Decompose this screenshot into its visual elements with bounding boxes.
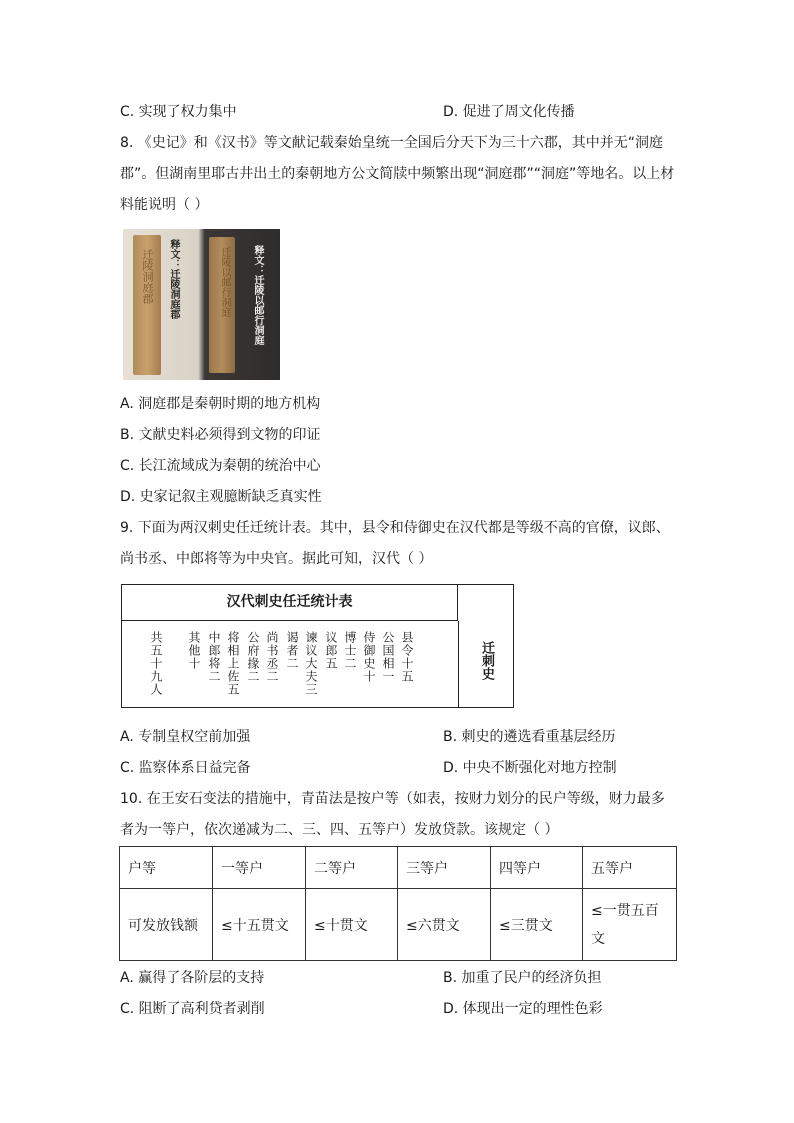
col-yezhe: 谒者二: [285, 631, 299, 670]
q10-option-a: A. 赢得了各阶层的支持: [120, 970, 265, 986]
header-cell: 三等户: [398, 847, 491, 889]
q9-stem-line1: 9. 下面为两汉刺史任迁统计表。其中，县令和侍御史在汉代都是等级不高的官僚，议郎、: [120, 520, 670, 536]
q8-option-d: D. 史家记叙主观臆断缺乏真实性: [120, 489, 322, 505]
q9-option-c: C. 监察体系日益完备: [120, 760, 251, 776]
q7-option-c: C. 实现了权力集中: [120, 104, 237, 120]
qingmiao-table: [119, 846, 677, 961]
table-header-row: [120, 847, 677, 889]
table-cell: 可发放钱额: [120, 889, 213, 961]
slip1-ink: 迁陵洞庭郡: [141, 249, 154, 304]
q8-stem-line1: 8. 《史记》和《汉书》等文献记载秦始皇统一全国后分天下为三十六郡，其中并无“洞庭: [120, 135, 664, 151]
slip2-ink: 迁陵以邮行洞庭: [219, 247, 230, 317]
q10-option-c: C. 阻断了高利贷者剥削: [120, 1001, 265, 1017]
col-shangshucheng: 尚书丞二: [265, 631, 279, 683]
col-xianling: 县令十五: [400, 631, 414, 683]
col-yilang: 议郎五: [324, 631, 338, 670]
q10-stem-line1: 10. 在王安石变法的措施中，青苗法是按户等（如表，按财力划分的民户等级，财力最多: [120, 791, 665, 807]
q8-option-b: B. 文献史料必须得到文物的印证: [120, 427, 321, 443]
q7-option-d: D. 促进了周文化传播: [443, 104, 575, 120]
header-cell: 二等户: [306, 847, 398, 889]
q8-stem-line2: 郡”。但湖南里耶古井出土的秦朝地方公文简牍中频繁出现“洞庭郡”“洞庭”等地名。以上材: [120, 166, 675, 182]
q10-option-b: B. 加重了民户的经济负担: [443, 970, 602, 986]
q9-option-a: A. 专制皇权空前加强: [120, 729, 251, 745]
table-cell: ≤十贯文: [306, 889, 398, 961]
col-boshi: 博士二: [343, 631, 357, 670]
q8-option-c: C. 长江流域成为秦朝的统治中心: [120, 458, 321, 474]
q8-stem-line3: 料能说明（ ）: [120, 197, 209, 213]
bamboo-slip-2: [209, 237, 235, 373]
q10-option-d: D. 体现出一定的理性色彩: [443, 1001, 603, 1017]
table-row: [120, 889, 677, 961]
official-stats-table-title: 汉代刺史任迁统计表: [122, 585, 458, 621]
col-zhonglangjiang: 中郎将二: [207, 631, 221, 683]
col-other: 其他十: [187, 631, 201, 670]
col-gongguoxiang: 公国相一: [381, 631, 395, 683]
table-cell: ≤十五贯文: [213, 889, 306, 961]
q8-option-a: A. 洞庭郡是秦朝时期的地方机构: [120, 396, 321, 412]
col-total: 共五十九人: [149, 631, 163, 696]
official-stats-table: [121, 584, 514, 708]
header-cell: 五等户: [583, 847, 677, 889]
slip2-caption: 释文：迁陵以邮行洞庭: [252, 245, 263, 345]
row-label-cell: [458, 621, 513, 707]
header-cell: 四等户: [491, 847, 583, 889]
row-label: 迁刺史: [479, 641, 494, 680]
q9-stem-line2: 尚书丞、中郎将等为中央官。据此可知，汉代（ ）: [120, 551, 433, 567]
slip1-caption: 释文：迁陵洞庭郡: [168, 239, 179, 319]
header-cell: 户等: [120, 847, 213, 889]
table-cell: ≤一贯五百文: [583, 889, 677, 961]
q9-option-b: B. 刺史的遴选看重基层经历: [443, 729, 616, 745]
q9-option-d: D. 中央不断强化对地方控制: [443, 760, 617, 776]
bamboo-slip-1: [133, 235, 161, 375]
table-cell: ≤六贯文: [398, 889, 491, 961]
col-shiyushi: 侍御史十: [362, 631, 376, 683]
col-jianyidafu: 谏议大夫三: [304, 631, 318, 696]
bamboo-slips-image: [123, 229, 280, 380]
q10-stem-line2: 者为一等户，依次递减为二、三、四、五等户）发放贷款。该规定（ ）: [120, 822, 559, 838]
col-gongfuyuan: 公府掾二: [246, 631, 260, 683]
table-corner: [458, 585, 513, 621]
col-jiangxiang: 将相上佐五: [226, 631, 240, 696]
table-cell: ≤三贯文: [491, 889, 583, 961]
header-cell: 一等户: [213, 847, 306, 889]
